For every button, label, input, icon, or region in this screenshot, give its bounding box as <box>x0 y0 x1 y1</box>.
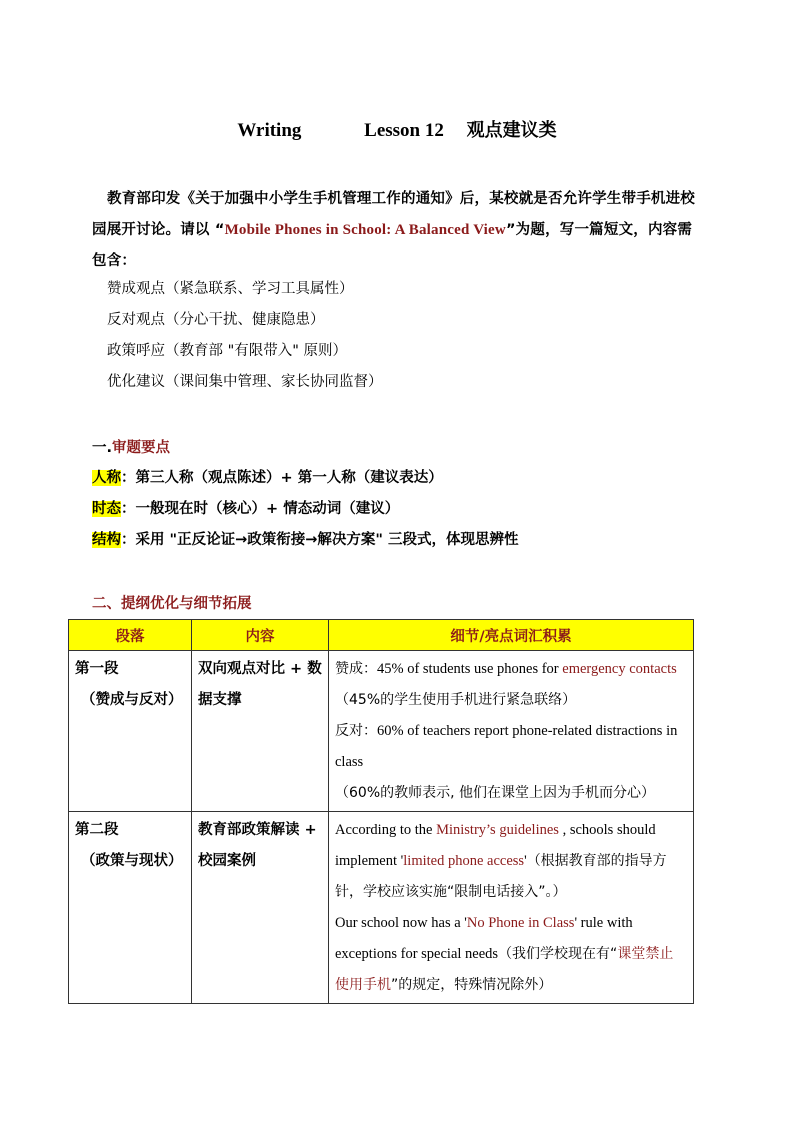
prompt-text-1: 教育部印发《关于加强中小学生手机管理工作的通知》后，某校就是否允许学生带手机进校园展开讨论。请以 “ <box>92 191 695 238</box>
detail-english: 45% of students use phones for <box>377 661 563 677</box>
cell-paragraph <box>69 812 192 1004</box>
header-content: 内容 <box>192 620 329 651</box>
detail-line <box>335 716 687 778</box>
prompt-text-2: ”为题，写一篇短文，内容需包含： <box>92 222 693 269</box>
title-topic: 观点建议类 <box>466 120 557 141</box>
cell-content: 教育部政策解读 + 校园案例 <box>192 812 329 1004</box>
table-row <box>69 812 694 1004</box>
detail-english: 60% of teachers report phone-related distractions in class <box>335 723 678 770</box>
key-point-structure <box>92 528 519 549</box>
paragraph-sub: （政策与现状） <box>81 853 183 869</box>
requirement-item: 政策呼应（教育部 "有限带入" 原则） <box>107 343 348 359</box>
header-details: 细节/亮点词汇积累 <box>329 620 694 651</box>
detail-english: , schools should implement ' <box>335 822 656 869</box>
detail-highlight: No Phone in Class <box>466 915 575 931</box>
detail-english: According to the <box>335 822 437 838</box>
detail-line <box>335 654 687 716</box>
key-point-text: ：一般现在时（核心）+ 情态动词（建议） <box>121 501 400 517</box>
section-heading-2 <box>92 592 252 613</box>
requirement-item: 反对观点（分心干扰、健康隐患） <box>107 312 325 328</box>
key-point-label: 时态 <box>92 501 121 517</box>
header-paragraph: 段落 <box>69 620 192 651</box>
cell-content: 双向观点对比 + 数据支撑 <box>192 651 329 812</box>
detail-translation: （45%的学生使用手机进行紧急联络） <box>335 692 577 708</box>
task-prompt <box>92 184 704 277</box>
section-title: 审题要点 <box>112 440 171 456</box>
detail-line <box>335 908 687 1001</box>
detail-highlight: 课堂禁止使用手机 <box>335 946 674 993</box>
table-header-row <box>69 620 694 651</box>
key-point-label: 结构 <box>92 532 121 548</box>
detail-highlight: Ministry’s guidelines <box>436 822 559 838</box>
requirement-item: 优化建议（课间集中管理、家长协同监督） <box>107 374 383 390</box>
cell-details <box>329 651 694 812</box>
detail-line <box>335 815 687 908</box>
outline-table <box>68 619 694 1004</box>
detail-translation: （根据教育部的指导方针，学校应该实施“限制电话接入”。） <box>335 853 667 900</box>
detail-highlight: emergency contacts <box>562 661 677 677</box>
key-point-text: ：第三人称（观点陈述）+ 第一人称（建议表达） <box>121 470 443 486</box>
cell-paragraph <box>69 651 192 812</box>
page-title <box>0 116 794 142</box>
detail-translation: （60%的教师表示, 他们在课堂上因为手机而分心） <box>335 785 656 801</box>
detail-english: ' <box>524 853 527 869</box>
detail-label-con: 反对： <box>335 723 377 739</box>
key-point-tense <box>92 497 399 518</box>
detail-translation: （我们学校现在有“ <box>498 946 618 962</box>
paragraph-label: 第一段 <box>75 661 119 677</box>
key-point-text: ：采用 "正反论证→政策衔接→解决方案" 三段式，体现思辨性 <box>121 532 519 548</box>
detail-english: Our school now has a ' <box>335 915 467 931</box>
detail-english: ' rule with exceptions for special needs <box>335 915 633 962</box>
paragraph-label: 第二段 <box>75 822 119 838</box>
title-lesson: Lesson 12 <box>364 120 444 141</box>
cell-details <box>329 812 694 1004</box>
section-heading-1 <box>92 436 170 457</box>
prompt-essay-title: Mobile Phones in School: A Balanced View <box>224 222 506 238</box>
detail-translation: ”的规定，特殊情况除外） <box>391 977 553 993</box>
section-title: 提纲优化与细节拓展 <box>121 596 252 612</box>
table-row <box>69 651 694 812</box>
key-point-label: 人称 <box>92 470 121 486</box>
paragraph-sub: （赞成与反对） <box>81 692 183 708</box>
section-number: 二、 <box>92 596 121 612</box>
title-writing: Writing <box>237 120 302 141</box>
detail-label-pro: 赞成： <box>335 661 377 677</box>
detail-highlight: limited phone access <box>403 853 525 869</box>
section-number: 一. <box>92 440 113 456</box>
requirement-item: 赞成观点（紧急联系、学习工具属性） <box>107 281 354 297</box>
key-point-person <box>92 466 443 487</box>
